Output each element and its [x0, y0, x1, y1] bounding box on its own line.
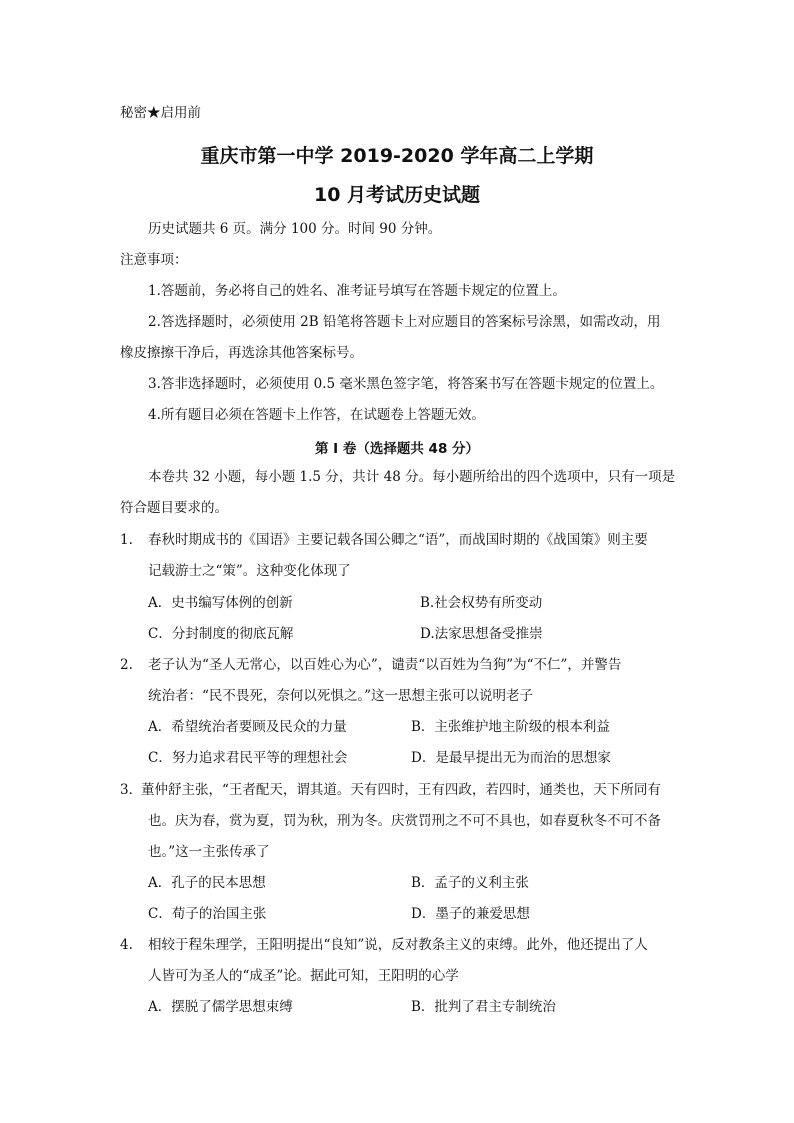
page-subtitle: 10 月考试历史试题: [313, 184, 481, 206]
question-3-option-b: B．孟子的义利主张: [411, 875, 529, 891]
intro-text: 历史试题共 6 页。满分 100 分。时间 90 分钟。: [148, 221, 442, 237]
section-desc-cont: 符合题目要求的。: [120, 500, 228, 516]
question-2-option-a: A．希望统治者要顾及民众的力量: [148, 719, 347, 735]
notes-heading: 注意事项：: [120, 252, 188, 268]
question-3-stem-cont: 也。庆为春，赏为夏，罚为秋，刑为冬。庆赏罚刑之不可不具也，如春夏秋冬不可不备: [148, 813, 661, 829]
question-1-stem: 春秋时期成书的《国语》主要记载各国公卿之“语”，而战国时期的《战国策》则主要: [148, 532, 648, 548]
question-2-option-b: B．主张维护地主阶级的根本利益: [411, 719, 610, 735]
question-1-stem-cont: 记载游士之“策”。这种变化体现了: [148, 563, 351, 579]
question-3-option-c: C．荀子的治国主张: [148, 906, 267, 922]
note-1: 1.答题前，务必将自己的姓名、准考证号填写在答题卡规定的位置上。: [148, 283, 566, 299]
question-2-stem-cont: 统治者：“民不畏死，奈何以死惧之。”这一思想主张可以说明老子: [148, 688, 534, 704]
question-2-number: 2.: [120, 657, 133, 673]
section-desc: 本卷共 32 小题，每小题 1.5 分，共计 48 分。每小题所给出的四个选项中，只有一项是: [148, 469, 676, 485]
question-2-option-c: C．努力追求君民平等的理想社会: [148, 750, 348, 766]
question-4-option-a: A．摆脱了儒学思想束缚: [148, 999, 293, 1015]
question-2-stem: 老子认为“圣人无常心，以百姓心为心”，谴责“以百姓为刍狗”为“不仁”，并警告: [148, 657, 622, 673]
page-title: 重庆市第一中学 2019-2020 学年高二上学期: [200, 145, 594, 167]
secret-label: 秘密★启用前: [120, 105, 201, 121]
question-4-stem: 相较于程朱理学，王阳明提出“良知”说，反对教条主义的束缚。此外，他还提出了人: [148, 937, 648, 953]
question-1-option-d: D.法家思想备受推崇: [420, 626, 543, 642]
note-3: 3.答非选择题时，必须使用 0.5 毫米黑色签字笔，将答案书写在答题卡规定的位置上。: [148, 376, 664, 392]
question-1-option-b: B.社会权势有所变动: [420, 595, 543, 611]
question-3-stem: 董仲舒主张，“王者配天，谓其道。天有四时，王有四政，若四时，通类也，天下所同有: [141, 782, 661, 798]
question-4-number: 4.: [120, 937, 133, 953]
question-2-option-d: D．是最早提出无为而治的思想家: [411, 750, 611, 766]
question-3-number: 3．: [120, 782, 143, 798]
section-title: 第 Ⅰ 卷（选择题共 48 分）: [314, 441, 480, 457]
question-4-option-b: B．批判了君主专制统治: [411, 999, 556, 1015]
question-3-option-a: A．孔子的民本思想: [148, 875, 266, 891]
question-3-option-d: D．墨子的兼爱思想: [411, 906, 530, 922]
question-1-number: 1.: [120, 532, 133, 548]
question-1-option-c: C．分封制度的彻底瓦解: [148, 626, 294, 642]
note-4: 4.所有题目必须在答题卡上作答，在试题卷上答题无效。: [148, 407, 485, 423]
note-2: 2.答选择题时，必须使用 2B 铅笔将答题卡上对应题目的答案标号涂黑，如需改动，用: [148, 314, 661, 330]
question-3-stem-cont2: 也。”这一主张传承了: [148, 844, 270, 860]
question-4-stem-cont: 人皆可为圣人的“成圣”论。据此可知，王阳明的心学: [148, 968, 459, 984]
note-2-cont: 橡皮擦擦干净后，再选涂其他答案标号。: [120, 345, 363, 361]
question-1-option-a: A．史书编写体例的创新: [148, 595, 293, 611]
